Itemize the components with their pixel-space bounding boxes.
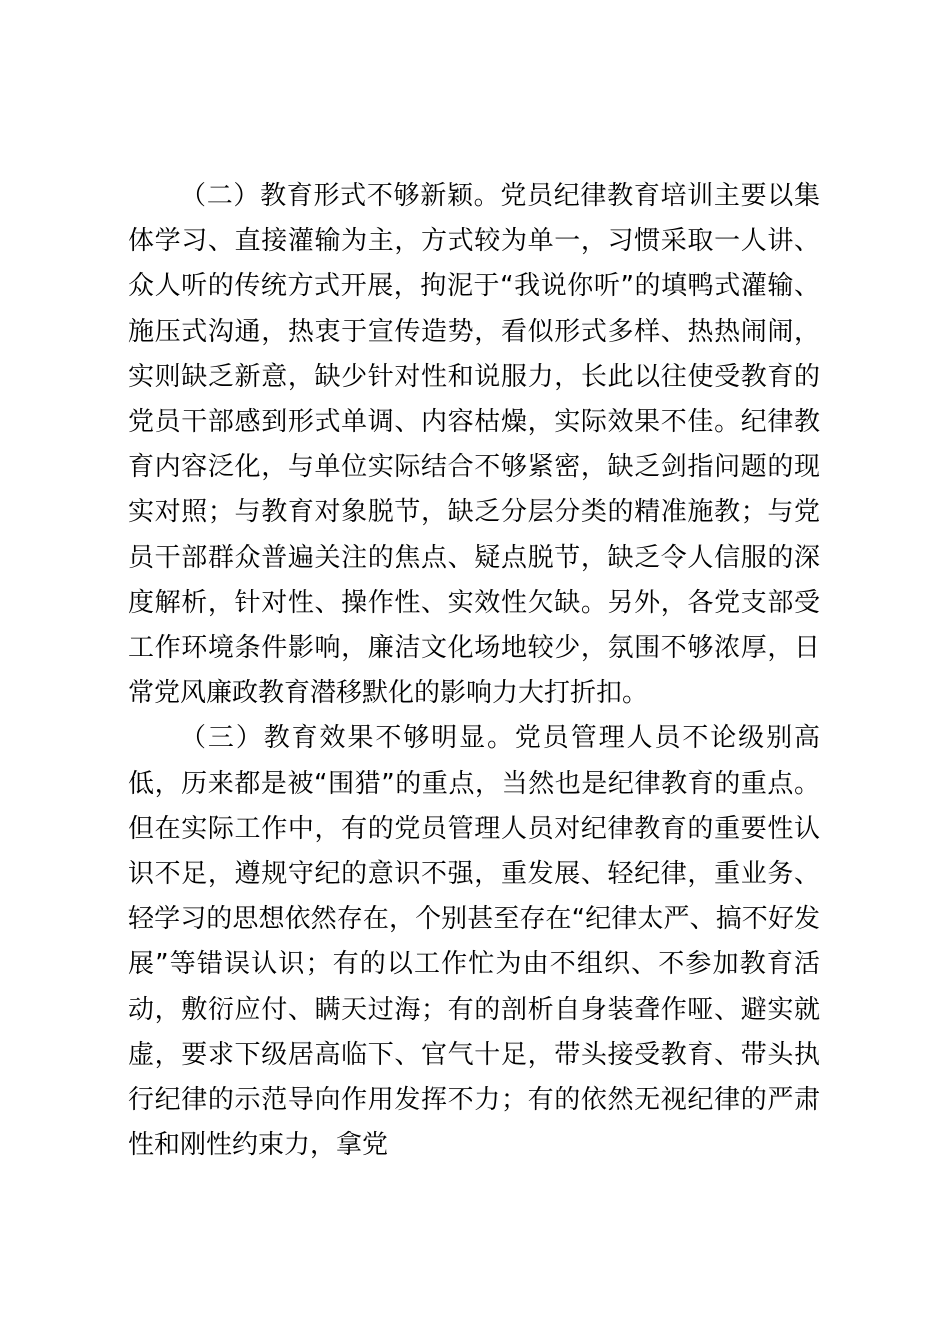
paragraph-education-effect: （三）教育效果不够明显。党员管理人员不论级别高低，历来都是被“围猎”的重点，当然也是纪律教育的重点。但在实际工作中，有的党员管理人员对纪律教育的重要性认识不足，遵规守纪的意识不强，重发展、轻纪律，重业务、轻学习的思想依然存在，个别甚至存在“纪律太严、搞不好发展”等错误认识；有的以工作忙为由不组织、不参加教育活动，敷衍应付、瞒天过海；有的剖析自身装聋作哑、避实就虚，要求下级居高临下、官气十足，带头接受教育、带头执行纪律的示范导向作用发挥不力；有的依然无视纪律的严肃性和刚性约束力，拿党 [128, 723, 820, 1161]
document-body [128, 174, 820, 1168]
paragraph-education-form: （二）教育形式不够新颖。党员纪律教育培训主要以集体学习、直接灌输为主，方式较为单一，习惯采取一人讲、众人听的传统方式开展，拘泥于“我说你听”的填鸭式灌输、施压式沟通，热衷于宣传造势，看似形式多样、热热闹闹，实则缺乏新意，缺少针对性和说服力，长此以往使受教育的党员干部感到形式单调、内容枯燥，实际效果不佳。纪律教育内容泛化，与单位实际结合不够紧密，缺乏剑指问题的现实对照；与教育对象脱节，缺乏分层分类的精准施教；与党员干部群众普遍关注的焦点、疑点脱节，缺乏令人信服的深度解析，针对性、操作性、实效性欠缺。另外，各党支部受工作环境条件影响，廉洁文化场地较少，氛围不够浓厚，日常党风廉政教育潜移默化的影响力大打折扣。 [128, 181, 820, 709]
